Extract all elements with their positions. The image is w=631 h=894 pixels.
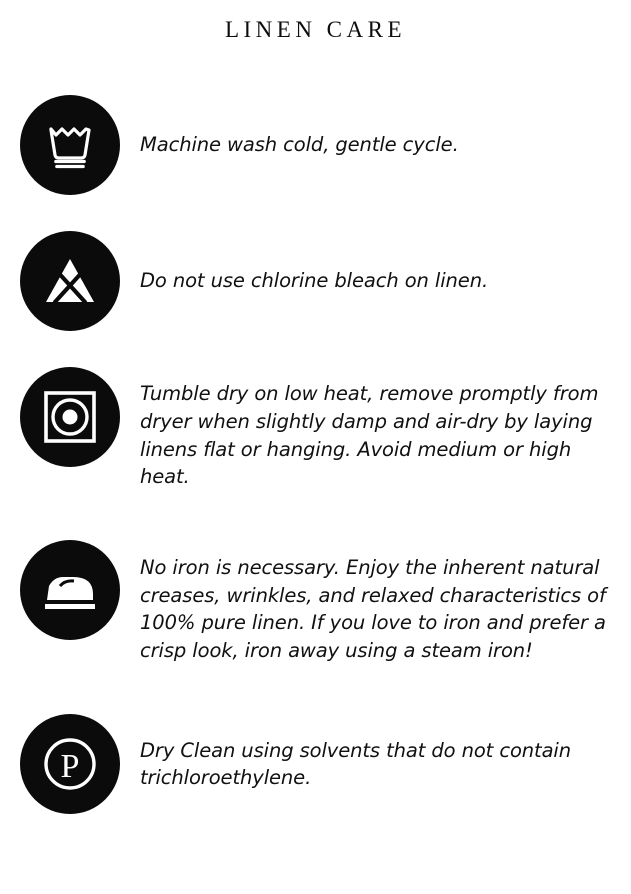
svg-text:P: P: [60, 748, 80, 786]
icon-cell: [0, 534, 140, 646]
list-item: [0, 89, 631, 201]
text-cell: [140, 534, 631, 684]
care-instruction-text: Dry Clean using solvents that do not contain trichloroethylene.: [140, 738, 572, 790]
linen-care-document: [0, 15, 631, 894]
machine-wash-icon: [20, 95, 120, 195]
text-cell: [140, 361, 631, 511]
care-instruction-list: [0, 89, 631, 821]
text-cell: [140, 225, 631, 337]
text-cell: [140, 89, 631, 201]
do-not-bleach-icon: [20, 231, 120, 331]
list-item: [0, 361, 631, 511]
dry-clean-p-icon: [20, 714, 120, 814]
text-cell: [140, 708, 631, 820]
icon-cell: [0, 89, 140, 201]
iron-icon: [20, 540, 120, 640]
list-item: [0, 534, 631, 684]
list-item: [0, 708, 631, 820]
icon-cell: [0, 708, 140, 820]
page-title: LINEN CARE: [224, 17, 407, 43]
icon-cell: [0, 225, 140, 337]
list-item: [0, 225, 631, 337]
tumble-dry-low-icon: [20, 367, 120, 467]
care-instruction-text: Machine wash cold, gentle cycle.: [140, 132, 459, 156]
icon-cell: [0, 361, 140, 473]
care-instruction-text: No iron is necessary. Enjoy the inherent natural creases, wrinkles, and relaxed characteristics of 100% pure linen. If you love to iron and prefer a crisp look, iron away using a steam iron!: [140, 555, 606, 663]
care-instruction-text: Do not use chlorine bleach on linen.: [140, 268, 489, 292]
care-instruction-text: Tumble dry on low heat, remove promptly from dryer when slightly damp and air-dry by laying linens flat or hanging. Avoid medium or high heat.: [140, 382, 599, 489]
